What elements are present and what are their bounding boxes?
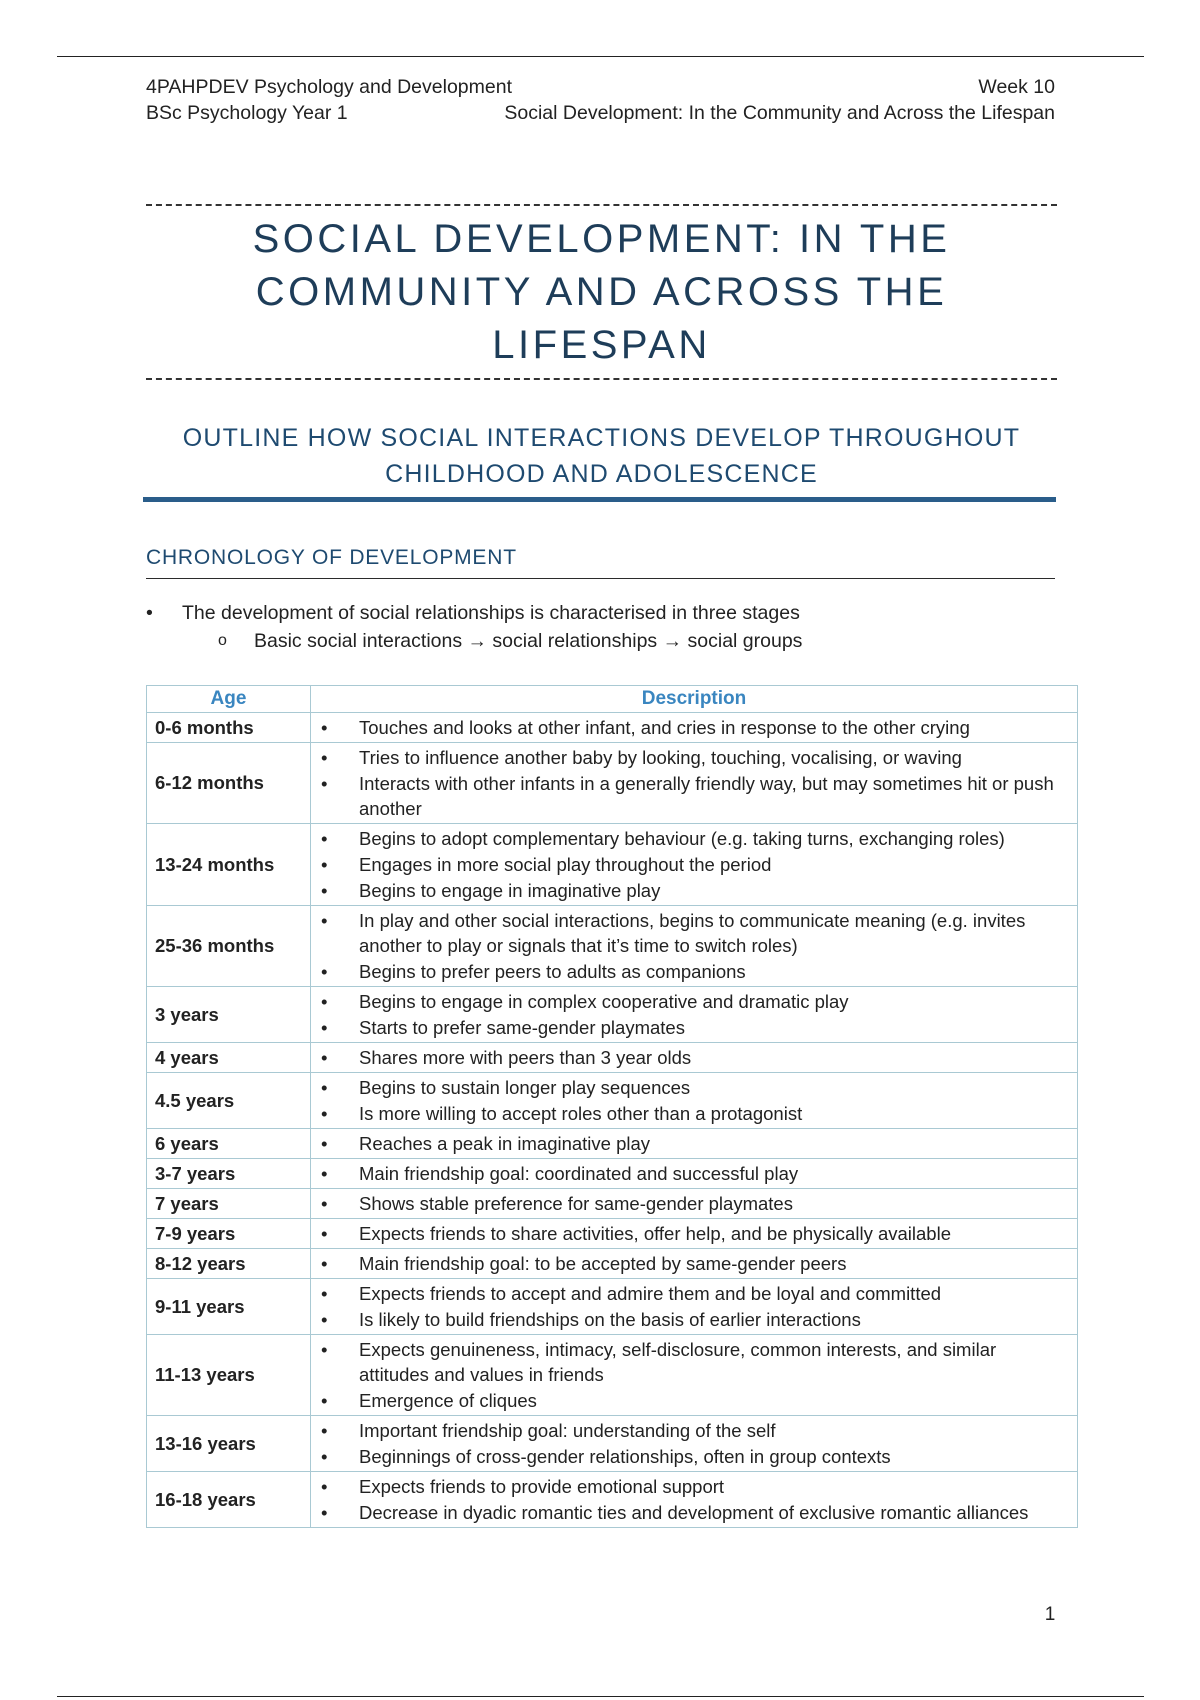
table-header-row <box>147 686 1078 713</box>
list-item-text: Touches and looks at other infant, and cries in response to the other crying <box>359 717 970 738</box>
list-item-text: Shares more with peers than 3 year olds <box>359 1047 692 1068</box>
age-cell: 3-7 years <box>147 1159 311 1189</box>
description-cell <box>311 1073 1078 1129</box>
description-list <box>315 1191 1071 1216</box>
bullet-icon: • <box>321 1047 328 1068</box>
list-item-text: Engages in more social play throughout the period <box>359 854 772 875</box>
list-item-text: Begins to prefer peers to adults as companions <box>359 961 746 982</box>
list-item-text: Shows stable preference for same-gender playmates <box>359 1193 793 1214</box>
list-item-text: Important friendship goal: understanding of the self <box>359 1420 776 1441</box>
list-item-text: Expects friends to share activities, offer help, and be physically available <box>359 1223 951 1244</box>
description-list <box>315 745 1071 821</box>
bullet-icon: • <box>321 717 328 738</box>
list-item-text: Begins to engage in complex cooperative and dramatic play <box>359 991 849 1012</box>
list-item-text: Is more willing to accept roles other than a protagonist <box>359 1103 803 1124</box>
list-item-text: Expects friends to provide emotional support <box>359 1476 725 1497</box>
bullet-icon: • <box>321 747 328 768</box>
learning-outcome-subtitle: OUTLINE HOW SOCIAL INTERACTIONS DEVELOP THROUGHOUT CHILDHOOD AND ADOLESCENCE <box>182 424 1021 488</box>
list-item <box>315 1101 1071 1126</box>
description-cell <box>311 1129 1078 1159</box>
description-cell <box>311 1472 1078 1528</box>
bullet-icon: • <box>321 1476 328 1497</box>
list-item-text: Is likely to build friendships on the basis of earlier interactions <box>359 1309 861 1330</box>
list-item-text: Expects friends to accept and admire them and be loyal and committed <box>359 1283 942 1304</box>
description-cell <box>311 906 1078 987</box>
description-list <box>315 908 1071 984</box>
list-item <box>315 1251 1071 1276</box>
age-column-header: Age <box>147 686 311 713</box>
age-cell: 4.5 years <box>147 1073 311 1129</box>
table-row <box>147 1073 1078 1129</box>
bullet-icon: • <box>321 773 328 794</box>
age-cell: 13-24 months <box>147 824 311 906</box>
description-cell <box>311 987 1078 1043</box>
description-cell <box>311 713 1078 743</box>
list-item-text: Emergence of cliques <box>359 1390 537 1411</box>
list-item <box>315 852 1071 877</box>
list-item <box>315 1388 1071 1413</box>
list-item-text: Begins to adopt complementary behaviour (e.g. taking turns, exchanging roles) <box>359 828 1005 849</box>
bullet-icon: • <box>321 1339 328 1360</box>
description-cell <box>311 1416 1078 1472</box>
list-item <box>315 959 1071 984</box>
section-heading: CHRONOLOGY OF DEVELOPMENT <box>146 544 1055 579</box>
list-item-text: Main friendship goal: coordinated and successful play <box>359 1163 799 1184</box>
bullet-icon: • <box>321 1223 328 1244</box>
list-item <box>315 1131 1071 1156</box>
table-body <box>147 713 1078 1528</box>
table-row <box>147 906 1078 987</box>
list-item <box>315 1474 1071 1499</box>
description-cell <box>311 743 1078 824</box>
description-cell <box>311 1189 1078 1219</box>
bullet-icon: • <box>321 1283 328 1304</box>
list-item <box>315 715 1071 740</box>
bullet-icon: • <box>321 1502 328 1523</box>
bullet-icon: • <box>146 602 153 624</box>
table-row <box>147 1189 1078 1219</box>
age-cell: 8-12 years <box>147 1249 311 1279</box>
list-item-text: In play and other social interactions, begins to communicate meaning (e.g. invites another to play or signals that it’s time to switch roles) <box>359 910 1026 956</box>
intro-bullet-text: The development of social relationships is characterised in three stages <box>182 602 800 624</box>
age-cell: 3 years <box>147 987 311 1043</box>
list-item <box>315 1444 1071 1469</box>
list-item-text: Expects genuineness, intimacy, self-disclosure, common interests, and similar attitudes and values in friends <box>359 1339 997 1385</box>
running-header-row-2 <box>146 100 1055 126</box>
bullet-icon: • <box>321 1077 328 1098</box>
list-item-text: Main friendship goal: to be accepted by same-gender peers <box>359 1253 847 1274</box>
bullet-icon: • <box>321 1446 328 1467</box>
bullet-icon: • <box>321 880 328 901</box>
description-list <box>315 1161 1071 1186</box>
table-row <box>147 1249 1078 1279</box>
table-row <box>147 1279 1078 1335</box>
intro-bullet <box>146 599 1055 627</box>
bullet-icon: • <box>321 1103 328 1124</box>
course-name: 4PAHPDEV Psychology and Development <box>146 76 512 98</box>
topic-name: Social Development: In the Community and Across the Lifespan <box>504 102 1055 124</box>
description-cell <box>311 1043 1078 1073</box>
page-title: SOCIAL DEVELOPMENT: IN THE COMMUNITY AND ACROSS THE LIFESPAN <box>252 216 951 367</box>
description-list <box>315 1474 1071 1525</box>
table-row <box>147 824 1078 906</box>
age-cell: 6 years <box>147 1129 311 1159</box>
table-row <box>147 1219 1078 1249</box>
list-item <box>315 1221 1071 1246</box>
list-item <box>315 1337 1071 1387</box>
description-cell <box>311 1159 1078 1189</box>
list-item <box>315 1045 1071 1070</box>
bullet-icon: • <box>321 1390 328 1411</box>
table-row <box>147 1472 1078 1528</box>
table-row <box>147 1129 1078 1159</box>
list-item-text: Beginnings of cross-gender relationships, often in group contexts <box>359 1446 891 1467</box>
description-list <box>315 1337 1071 1413</box>
description-list <box>315 1045 1071 1070</box>
description-list <box>315 1221 1071 1246</box>
age-cell: 9-11 years <box>147 1279 311 1335</box>
description-cell <box>311 1249 1078 1279</box>
bullet-icon: • <box>321 1163 328 1184</box>
page-top-rule <box>57 56 1144 57</box>
description-list <box>315 989 1071 1040</box>
list-item <box>315 1307 1071 1332</box>
age-cell: 16-18 years <box>147 1472 311 1528</box>
list-item-text: Starts to prefer same-gender playmates <box>359 1017 685 1038</box>
list-item <box>315 1500 1071 1525</box>
chronology-table <box>146 685 1078 1528</box>
running-header <box>146 74 1055 126</box>
list-item <box>315 826 1071 851</box>
description-list <box>315 1075 1071 1126</box>
programme-name: BSc Psychology Year 1 <box>146 102 348 124</box>
table-row <box>147 1159 1078 1189</box>
running-header-row-1 <box>146 74 1055 100</box>
list-item-text: Begins to sustain longer play sequences <box>359 1077 691 1098</box>
list-item-text: Decrease in dyadic romantic ties and development of exclusive romantic alliances <box>359 1502 1029 1523</box>
table-row <box>147 1416 1078 1472</box>
description-cell <box>311 1219 1078 1249</box>
bullet-icon: • <box>321 854 328 875</box>
bullet-icon: • <box>321 828 328 849</box>
age-cell: 7 years <box>147 1189 311 1219</box>
bullet-icon: • <box>321 1309 328 1330</box>
intro-sub-bullet-text: Basic social interactions → social relationships → social groups <box>254 630 803 652</box>
list-item-text: Interacts with other infants in a generally friendly way, but may sometimes hit or push another <box>359 773 1054 819</box>
description-cell <box>311 1335 1078 1416</box>
description-list <box>315 1131 1071 1156</box>
table-row <box>147 1043 1078 1073</box>
description-column-header: Description <box>311 686 1078 713</box>
subtitle-rule <box>143 497 1056 502</box>
table-row <box>147 987 1078 1043</box>
description-list <box>315 715 1071 740</box>
bullet-icon: • <box>321 1133 328 1154</box>
age-cell: 0-6 months <box>147 713 311 743</box>
bullet-icon: • <box>321 1193 328 1214</box>
description-cell <box>311 1279 1078 1335</box>
list-item <box>315 878 1071 903</box>
bullet-icon: • <box>321 991 328 1012</box>
bullet-icon: • <box>321 910 328 931</box>
list-item <box>315 745 1071 770</box>
list-item <box>315 1161 1071 1186</box>
bullet-icon: • <box>321 961 328 982</box>
list-item <box>315 1418 1071 1443</box>
age-cell: 4 years <box>147 1043 311 1073</box>
table-row <box>147 1335 1078 1416</box>
page-number: 1 <box>1044 1604 1056 1625</box>
bullet-icon: • <box>321 1420 328 1441</box>
description-cell <box>311 824 1078 906</box>
table-row <box>147 713 1078 743</box>
description-list <box>315 1418 1071 1469</box>
list-item <box>315 1075 1071 1100</box>
description-list <box>315 1281 1071 1332</box>
list-item <box>315 771 1071 821</box>
list-item <box>315 989 1071 1014</box>
hollow-bullet-icon: o <box>218 632 227 649</box>
bullet-icon: • <box>321 1017 328 1038</box>
age-cell: 7-9 years <box>147 1219 311 1249</box>
week-label: Week 10 <box>978 76 1055 98</box>
list-item-text: Reaches a peak in imaginative play <box>359 1133 651 1154</box>
age-cell: 6-12 months <box>147 743 311 824</box>
list-item <box>315 1191 1071 1216</box>
age-cell: 11-13 years <box>147 1335 311 1416</box>
intro-bullets <box>146 599 1055 655</box>
description-list <box>315 826 1071 903</box>
title-box <box>146 204 1057 380</box>
age-cell: 25-36 months <box>147 906 311 987</box>
list-item-text: Begins to engage in imaginative play <box>359 880 661 901</box>
description-list <box>315 1251 1071 1276</box>
list-item-text: Tries to influence another baby by looking, touching, vocalising, or waving <box>359 747 962 768</box>
bullet-icon: • <box>321 1253 328 1274</box>
list-item <box>315 908 1071 958</box>
intro-sub-bullet <box>146 627 1055 655</box>
list-item <box>315 1281 1071 1306</box>
page-bottom-rule <box>57 1696 1144 1697</box>
table-row <box>147 743 1078 824</box>
age-cell: 13-16 years <box>147 1416 311 1472</box>
list-item <box>315 1015 1071 1040</box>
